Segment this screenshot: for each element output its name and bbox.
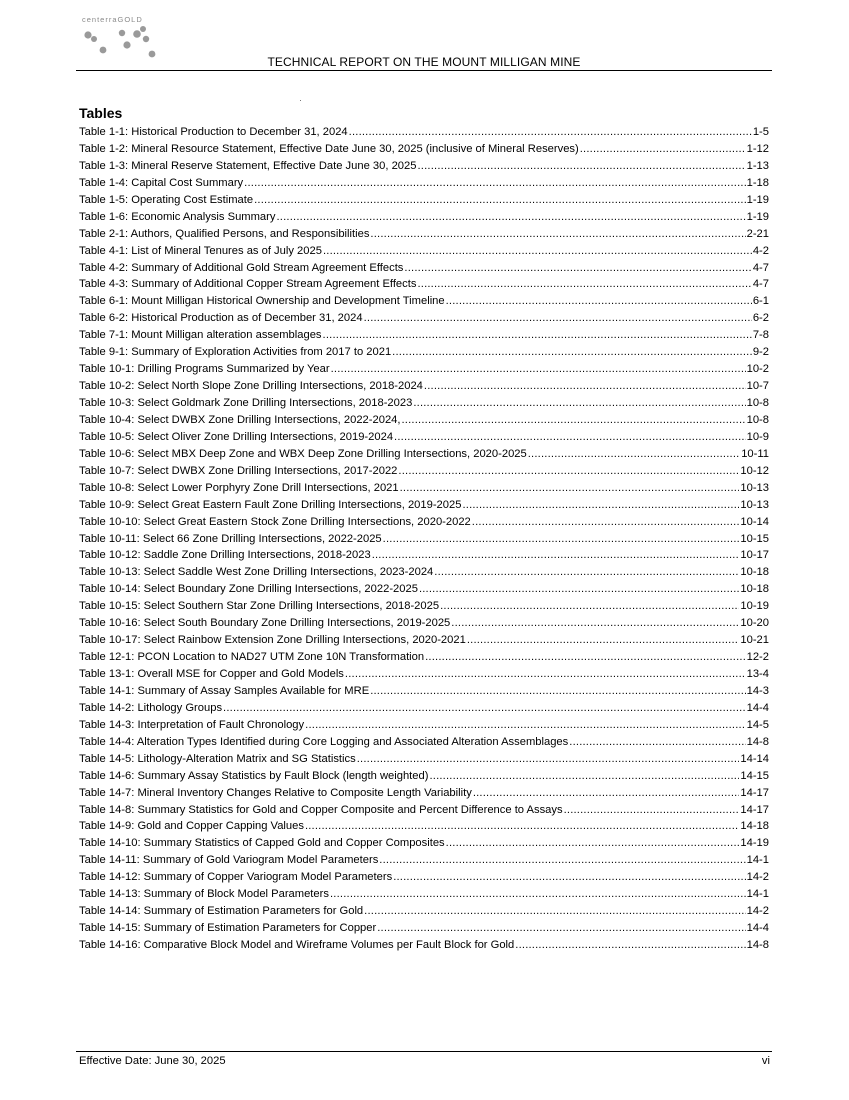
toc-leader-dots xyxy=(372,549,740,561)
toc-entry-page: 13-4 xyxy=(746,668,769,680)
toc-entry-page: 10-13 xyxy=(740,498,769,511)
toc-leader-dots xyxy=(393,871,745,883)
toc-entry-label: Table 14-5: Lithology-Alteration Matrix and SG Statistics xyxy=(79,752,356,765)
toc-leader-dots xyxy=(425,651,745,663)
toc-entry-label: Table 10-14: Select Boundary Zone Drilling Intersections, 2022-2025 xyxy=(79,583,418,596)
toc-entry-page: 10-7 xyxy=(746,380,769,393)
toc-entry-label: Table 14-14: Summary of Estimation Parameters for Gold xyxy=(79,905,364,918)
toc-entry-label: Table 14-3: Interpretation of Fault Chronology xyxy=(79,718,305,731)
toc-entry[interactable] xyxy=(79,651,769,668)
toc-entry-label: Table 14-13: Summary of Block Model Parameters xyxy=(79,888,329,901)
toc-entry[interactable] xyxy=(79,837,769,854)
toc-entry[interactable] xyxy=(79,228,769,245)
toc-leader-dots xyxy=(402,414,746,426)
toc-entry[interactable] xyxy=(79,482,769,499)
toc-leader-dots xyxy=(417,278,751,290)
footer-divider xyxy=(76,1051,772,1052)
toc-entry[interactable] xyxy=(79,295,769,312)
header-divider xyxy=(76,70,772,71)
toc-leader-dots xyxy=(424,380,746,392)
toc-leader-dots xyxy=(394,431,746,443)
toc-entry[interactable] xyxy=(79,414,769,431)
toc-entry[interactable] xyxy=(79,939,769,956)
toc-leader-dots xyxy=(398,465,739,477)
toc-leader-dots xyxy=(305,719,745,731)
toc-entry[interactable] xyxy=(79,871,769,888)
toc-leader-dots xyxy=(473,787,740,799)
toc-entry-page: 14-15 xyxy=(740,769,769,782)
toc-entry-page: 1-12 xyxy=(746,142,769,155)
toc-entry-label: Table 14-7: Mineral Inventory Changes Relative to Composite Length Variability xyxy=(79,786,472,799)
toc-entry-page: 1-19 xyxy=(746,193,769,206)
toc-entry-label: Table 6-1: Mount Milligan Historical Ownership and Development Timeline xyxy=(79,295,445,308)
toc-entry[interactable] xyxy=(79,753,769,770)
toc-entry-label: Table 10-15: Select Southern Star Zone Drilling Intersections, 2018-2025 xyxy=(79,600,440,613)
toc-entry-page: 4-2 xyxy=(752,244,769,257)
toc-entry-page: 14-19 xyxy=(740,837,769,850)
toc-leader-dots xyxy=(419,583,739,595)
toc-entry-label: Table 10-6: Select MBX Deep Zone and WBX Deep Zone Drilling Intersections, 2020-2025 xyxy=(79,447,527,460)
toc-entry[interactable] xyxy=(79,922,769,939)
stray-mark xyxy=(300,100,301,101)
toc-entry[interactable] xyxy=(79,329,769,346)
logo-wordmark: centerraGOLD xyxy=(82,15,143,24)
toc-entry[interactable] xyxy=(79,668,769,685)
toc-entry-page: 14-8 xyxy=(746,939,769,951)
toc-entry-label: Table 1-6: Economic Analysis Summary xyxy=(79,210,276,223)
toc-entry-page: 6-1 xyxy=(752,295,769,308)
toc-leader-dots xyxy=(370,228,745,240)
toc-entry[interactable] xyxy=(79,736,769,753)
footer-page-number: vi xyxy=(761,1055,770,1067)
toc-entry-label: Table 1-1: Historical Production to December 31, 2024 xyxy=(79,126,348,138)
toc-leader-dots xyxy=(446,837,740,849)
toc-entry-label: Table 4-3: Summary of Additional Copper Stream Agreement Effects xyxy=(79,278,417,291)
toc-entry-label: Table 10-2: Select North Slope Zone Drilling Intersections, 2018-2024 xyxy=(79,380,423,393)
toc-entry-page: 9-2 xyxy=(752,346,769,359)
toc-entry-label: Table 10-16: Select South Boundary Zone Drilling Intersections, 2019-2025 xyxy=(79,617,451,630)
toc-entry[interactable] xyxy=(79,465,769,482)
toc-entry-label: Table 14-15: Summary of Estimation Parameters for Copper xyxy=(79,922,377,935)
toc-entry-label: Table 14-1: Summary of Assay Samples Available for MRE xyxy=(79,684,370,697)
toc-entry-label: Table 1-5: Operating Cost Estimate xyxy=(79,193,254,206)
toc-entry-page: 10-13 xyxy=(740,481,769,494)
toc-entry-page: 14-8 xyxy=(746,735,769,748)
toc-leader-dots xyxy=(331,363,746,375)
toc-entry[interactable] xyxy=(79,278,769,295)
toc-entry[interactable] xyxy=(79,685,769,702)
toc-entry-label: Table 14-8: Summary Statistics for Gold and Copper Composite and Percent Difference to Assays xyxy=(79,803,563,816)
toc-entry[interactable] xyxy=(79,804,769,821)
toc-entry-page: 14-2 xyxy=(746,871,769,884)
toc-entry-label: Table 4-2: Summary of Additional Gold Stream Agreement Effects xyxy=(79,261,404,274)
toc-entry-page: 14-5 xyxy=(746,718,769,731)
toc-entry-label: Table 6-2: Historical Production as of December 31, 2024 xyxy=(79,312,363,325)
toc-entry[interactable] xyxy=(79,262,769,279)
toc-entry[interactable] xyxy=(79,431,769,448)
toc-entry-page: 10-18 xyxy=(740,566,769,579)
toc-leader-dots xyxy=(515,939,745,951)
footer-effective-date: Effective Date: June 30, 2025 xyxy=(79,1055,226,1067)
toc-entry-label: Table 14-16: Comparative Block Model and Wireframe Volumes per Fault Block for Gold xyxy=(79,939,515,951)
toc-leader-dots xyxy=(462,499,739,511)
toc-entry-page: 10-19 xyxy=(740,600,769,613)
toc-entry-label: Table 10-11: Select 66 Zone Drilling Intersections, 2022-2025 xyxy=(79,532,382,545)
toc-entry-label: Table 10-8: Select Lower Porphyry Zone Drill Intersections, 2021 xyxy=(79,481,399,494)
toc-leader-dots xyxy=(244,177,745,189)
toc-entry[interactable] xyxy=(79,177,769,194)
toc-leader-dots xyxy=(467,634,740,646)
toc-entry[interactable] xyxy=(79,211,769,228)
toc-entry[interactable] xyxy=(79,143,769,160)
toc-entry-page: 14-4 xyxy=(746,922,769,935)
toc-entry-page: 6-2 xyxy=(752,312,769,325)
toc-entry[interactable] xyxy=(79,346,769,363)
toc-entry-page: 14-17 xyxy=(740,786,769,799)
toc-entry-label: Table 10-12: Saddle Zone Drilling Intersections, 2018-2023 xyxy=(79,549,371,562)
toc-entry-label: Table 14-4: Alteration Types Identified during Core Logging and Associated Alteration Assemblages xyxy=(79,735,569,748)
toc-entry[interactable] xyxy=(79,820,769,837)
toc-entry-page: 4-7 xyxy=(752,278,769,291)
toc-leader-dots xyxy=(392,346,752,358)
toc-leader-dots xyxy=(451,617,739,629)
toc-leader-dots xyxy=(276,211,745,223)
toc-entry[interactable] xyxy=(79,566,769,583)
toc-entry[interactable] xyxy=(79,583,769,600)
toc-entry-label: Table 2-1: Authors, Qualified Persons, and Responsibilities xyxy=(79,227,370,240)
toc-entry-label: Table 10-7: Select DWBX Zone Drilling Intersections, 2017-2022 xyxy=(79,464,398,477)
toc-entry[interactable] xyxy=(79,160,769,177)
toc-leader-dots xyxy=(413,397,745,409)
section-title: Tables xyxy=(79,105,123,121)
toc-entry-page: 10-8 xyxy=(746,413,769,426)
toc-entry-label: Table 14-12: Summary of Copper Variogram Model Parameters xyxy=(79,871,393,884)
toc-entry-page: 1-13 xyxy=(746,159,769,172)
toc-entry[interactable] xyxy=(79,854,769,871)
toc-entry[interactable] xyxy=(79,397,769,414)
table-of-tables xyxy=(79,126,769,956)
toc-entry-label: Table 1-2: Mineral Resource Statement, Effective Date June 30, 2025 (inclusive of Mineral Reserves) xyxy=(79,142,579,155)
toc-entry[interactable] xyxy=(79,516,769,533)
toc-leader-dots xyxy=(323,245,752,257)
toc-entry[interactable] xyxy=(79,126,769,143)
toc-entry[interactable] xyxy=(79,702,769,719)
toc-entry-page: 14-17 xyxy=(740,803,769,816)
toc-leader-dots xyxy=(364,312,752,324)
toc-entry-page: 10-11 xyxy=(741,447,769,460)
toc-entry[interactable] xyxy=(79,312,769,329)
toc-leader-dots xyxy=(370,685,745,697)
toc-entry-page: 10-18 xyxy=(740,583,769,596)
toc-leader-dots xyxy=(383,533,740,545)
toc-entry-page: 14-18 xyxy=(740,820,769,833)
toc-leader-dots xyxy=(364,905,745,917)
toc-entry-label: Table 1-3: Mineral Reserve Statement, Effective Date June 30, 2025 xyxy=(79,159,417,172)
toc-entry-label: Table 1-4: Capital Cost Summary xyxy=(79,176,244,189)
toc-leader-dots xyxy=(400,482,740,494)
toc-entry[interactable] xyxy=(79,787,769,804)
toc-entry[interactable] xyxy=(79,499,769,516)
toc-entry[interactable] xyxy=(79,549,769,566)
toc-entry[interactable] xyxy=(79,719,769,736)
toc-leader-dots xyxy=(357,753,740,765)
toc-entry-page: 10-12 xyxy=(740,464,769,477)
toc-leader-dots xyxy=(323,329,752,341)
toc-leader-dots xyxy=(440,600,739,612)
toc-entry-page: 10-20 xyxy=(740,617,769,630)
toc-entry-page: 14-14 xyxy=(740,752,769,765)
toc-entry[interactable] xyxy=(79,380,769,397)
toc-entry[interactable] xyxy=(79,533,769,550)
toc-entry-page: 10-14 xyxy=(740,515,769,528)
toc-entry[interactable] xyxy=(79,448,769,465)
toc-entry-page: 12-2 xyxy=(746,651,769,664)
toc-entry-label: Table 10-10: Select Great Eastern Stock Zone Drilling Intersections, 2020-2022 xyxy=(79,515,471,528)
toc-entry[interactable] xyxy=(79,363,769,380)
toc-leader-dots xyxy=(417,160,745,172)
toc-entry-label: Table 10-5: Select Oliver Zone Drilling Intersections, 2019-2024 xyxy=(79,430,394,443)
toc-entry-label: Table 13-1: Overall MSE for Copper and Gold Models xyxy=(79,668,344,680)
toc-entry-label: Table 14-6: Summary Assay Statistics by Fault Block (length weighted) xyxy=(79,769,429,782)
toc-entry[interactable] xyxy=(79,245,769,262)
toc-entry-label: Table 9-1: Summary of Exploration Activities from 2017 to 2021 xyxy=(79,346,392,359)
toc-leader-dots xyxy=(305,820,739,832)
toc-entry[interactable] xyxy=(79,905,769,922)
toc-entry-page: 7-8 xyxy=(752,329,769,342)
toc-leader-dots xyxy=(434,566,739,578)
toc-entry-label: Table 10-1: Drilling Programs Summarized by Year xyxy=(79,363,330,376)
toc-entry-label: Table 10-9: Select Great Eastern Fault Zone Drilling Intersections, 2019-2025 xyxy=(79,498,462,511)
toc-leader-dots xyxy=(580,143,746,155)
toc-entry-label: Table 14-2: Lithology Groups xyxy=(79,701,223,714)
toc-leader-dots xyxy=(345,668,746,680)
toc-entry-page: 14-3 xyxy=(746,684,769,697)
toc-leader-dots xyxy=(330,888,746,900)
toc-entry-page: 1-5 xyxy=(752,126,769,138)
toc-entry[interactable] xyxy=(79,770,769,787)
toc-entry-page: 14-1 xyxy=(746,854,769,867)
toc-entry-page: 10-17 xyxy=(740,549,769,562)
toc-leader-dots xyxy=(429,770,739,782)
toc-entry-label: Table 14-11: Summary of Gold Variogram Model Parameters xyxy=(79,854,379,867)
toc-entry-label: Table 14-10: Summary Statistics of Capped Gold and Copper Composites xyxy=(79,837,445,850)
toc-entry-page: 1-19 xyxy=(746,210,769,223)
toc-entry-label: Table 14-9: Gold and Copper Capping Values xyxy=(79,820,304,833)
toc-entry[interactable] xyxy=(79,600,769,617)
toc-leader-dots xyxy=(349,126,752,138)
report-header-title: TECHNICAL REPORT ON THE MOUNT MILLIGAN MINE xyxy=(267,55,581,69)
toc-entry-page: 10-2 xyxy=(746,363,769,376)
toc-entry-page: 1-18 xyxy=(746,176,769,189)
toc-entry-page: 10-21 xyxy=(740,634,769,647)
toc-entry-label: Table 10-13: Select Saddle West Zone Drilling Intersections, 2023-2024 xyxy=(79,566,434,579)
toc-entry-page: 14-1 xyxy=(746,888,769,901)
toc-entry-label: Table 4-1: List of Mineral Tenures as of July 2025 xyxy=(79,244,322,257)
toc-entry-page: 14-2 xyxy=(746,905,769,918)
toc-leader-dots xyxy=(446,295,752,307)
toc-entry-label: Table 7-1: Mount Milligan alteration assemblages xyxy=(79,329,322,342)
toc-entry-label: Table 12-1: PCON Location to NAD27 UTM Zone 10N Transformation xyxy=(79,651,425,664)
toc-entry-label: Table 10-17: Select Rainbow Extension Zone Drilling Intersections, 2020-2021 xyxy=(79,634,466,647)
toc-entry[interactable] xyxy=(79,194,769,211)
toc-entry[interactable] xyxy=(79,617,769,634)
toc-leader-dots xyxy=(528,448,740,460)
toc-entry-page: 2-21 xyxy=(746,227,769,240)
toc-entry-label: Table 10-4: Select DWBX Zone Drilling Intersections, 2022-2024, xyxy=(79,413,401,426)
toc-leader-dots xyxy=(254,194,745,206)
toc-leader-dots xyxy=(564,804,740,816)
toc-leader-dots xyxy=(377,922,745,934)
toc-entry[interactable] xyxy=(79,634,769,651)
toc-leader-dots xyxy=(569,736,745,748)
toc-entry-page: 10-15 xyxy=(740,532,769,545)
toc-leader-dots xyxy=(379,854,745,866)
toc-leader-dots xyxy=(472,516,740,528)
toc-entry-label: Table 10-3: Select Goldmark Zone Drilling Intersections, 2018-2023 xyxy=(79,397,413,409)
toc-entry-page: 10-8 xyxy=(746,397,769,409)
toc-entry-page: 14-4 xyxy=(746,701,769,714)
toc-entry[interactable] xyxy=(79,888,769,905)
toc-entry-page: 10-9 xyxy=(746,430,769,443)
toc-leader-dots xyxy=(404,262,751,274)
toc-leader-dots xyxy=(223,702,746,714)
toc-entry-page: 4-7 xyxy=(752,261,769,274)
